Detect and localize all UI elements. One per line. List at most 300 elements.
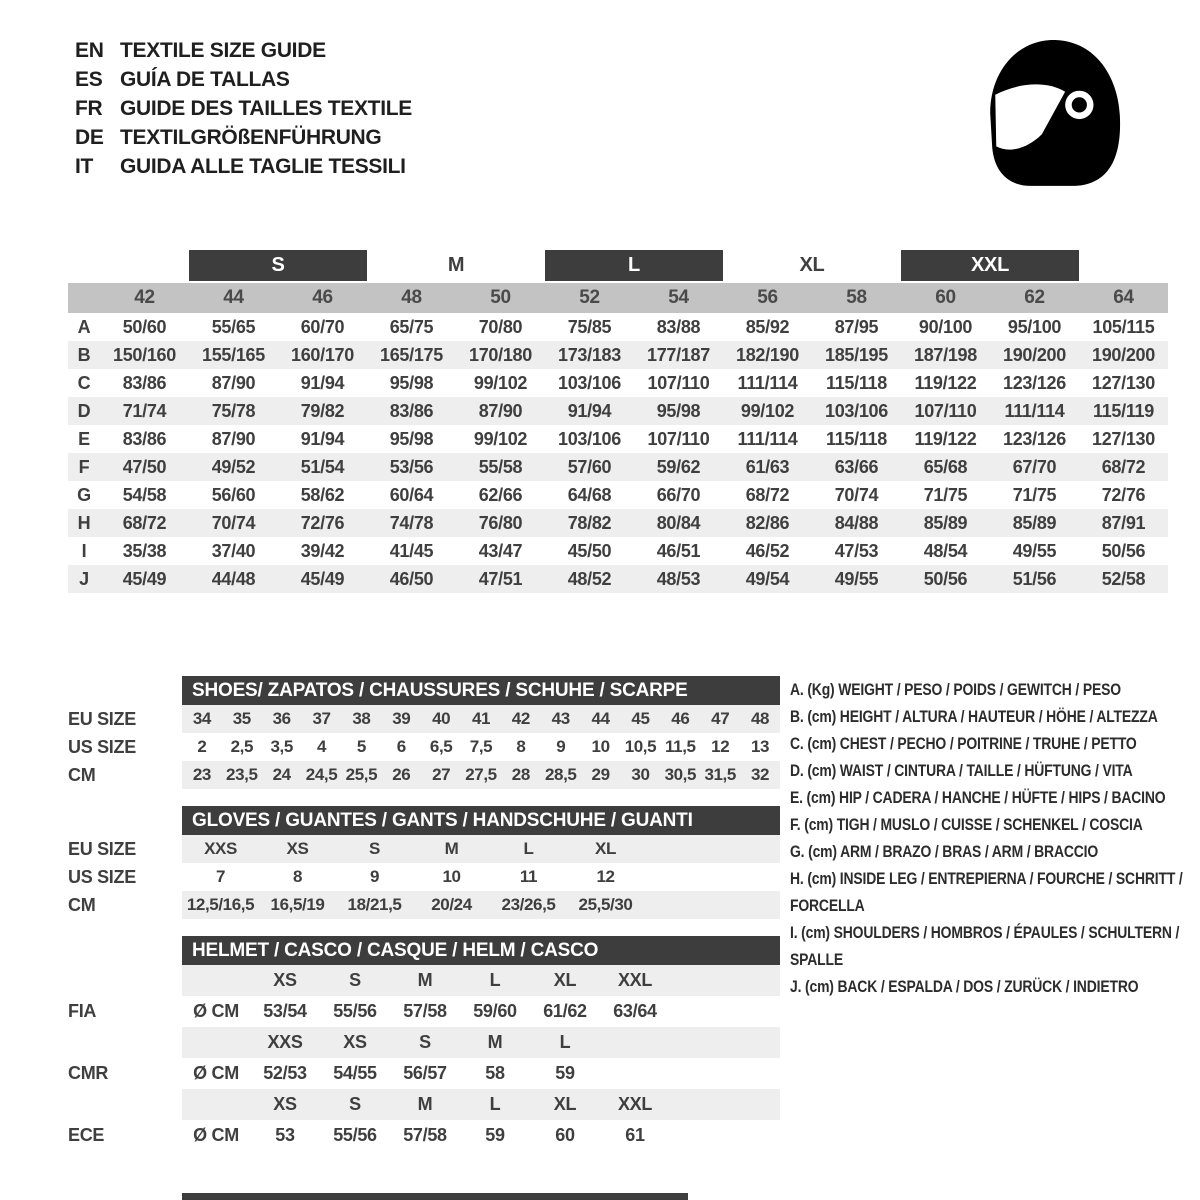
language-title-list [75, 36, 412, 181]
shoes-value-cell: 44 [591, 709, 610, 728]
measurement-value-cell: 107/110 [914, 400, 977, 421]
legend-item: D. (cm) WAIST / CINTURA / TAILLE / HÜFTUNG / VITA [790, 761, 1133, 780]
helmet-row [68, 1058, 780, 1089]
shoes-value-cell: 25,5 [345, 765, 378, 784]
measurement-row [68, 509, 1168, 537]
size-group-label: L [545, 250, 723, 281]
gloves-value-cell: 20/24 [431, 895, 472, 914]
size-group-label: S [189, 250, 367, 281]
shoes-value-cell: 31,5 [704, 765, 736, 784]
guide-title: TEXTILGRÖßENFÜHRUNG [120, 125, 382, 149]
measurement-value-cell: 65/75 [389, 316, 434, 337]
measurement-value-cell: 95/98 [656, 400, 701, 421]
measurement-value-cell: 47/50 [122, 456, 167, 477]
measurement-value-cell: 70/80 [478, 316, 523, 337]
gloves-value-cell: 9 [369, 867, 380, 886]
measurement-value-cell: 58/62 [300, 484, 345, 505]
language-row [75, 36, 412, 65]
shoes-value-cell: 37 [312, 709, 331, 728]
measurement-value-cell: 48/52 [567, 568, 612, 589]
helmet-value-cell: 54/55 [333, 1063, 377, 1083]
shoes-value-cell: 2 [197, 737, 207, 756]
gloves-value-cell: XL [595, 839, 616, 858]
helmet-value-cell: 58 [485, 1063, 505, 1083]
gloves-value-cell: 12 [596, 867, 615, 886]
measurement-value-cell: 48/53 [656, 568, 701, 589]
measurement-value-cell: 68/72 [122, 512, 167, 533]
shoes-value-cell: 39 [392, 709, 411, 728]
gloves-value-cell: 11 [519, 867, 538, 886]
measurement-value-cell: 170/180 [469, 344, 532, 365]
helmet-value-cell: 53 [275, 1125, 295, 1145]
measurement-value-cell: 190/200 [1092, 344, 1155, 365]
language-code: FR [75, 96, 103, 120]
row-letter: F [78, 456, 90, 477]
shoes-value-cell: 45 [631, 709, 650, 728]
helmet-standard-label: CMR [68, 1063, 109, 1083]
shoes-value-cell: 34 [192, 709, 211, 728]
measurement-value-cell: 78/82 [567, 512, 612, 533]
measurement-value-cell: 62/66 [478, 484, 523, 505]
helmet-value-cell: 55/56 [333, 1125, 377, 1145]
legend-item: A. (Kg) WEIGHT / PESO / POIDS / GEWITCH / PESO [790, 680, 1121, 699]
legend-item: F. (cm) TIGH / MUSLO / CUISSE / SCHENKEL / COSCIA [790, 815, 1143, 834]
measurement-value-cell: 68/72 [745, 484, 790, 505]
measurement-value-cell: 165/175 [380, 344, 443, 365]
numeric-size-label: 52 [579, 287, 600, 308]
shoes-value-cell: 5 [356, 737, 366, 756]
helmet-value-cell: 63/64 [613, 1001, 657, 1021]
size-group-label: XXL [901, 250, 1079, 281]
guide-title: GUIDE DES TAILLES TEXTILE [120, 96, 412, 120]
shoes-row-label: CM [68, 764, 96, 785]
numeric-size-label: 42 [134, 287, 155, 308]
shoes-value-cell: 29 [591, 765, 610, 784]
measurement-value-cell: 90/100 [918, 316, 973, 337]
measurement-value-cell: 190/200 [1003, 344, 1066, 365]
shoes-value-cell: 30 [631, 765, 650, 784]
helmet-value-cell: 61 [625, 1125, 645, 1145]
measurement-value-cell: 64/68 [567, 484, 612, 505]
measurement-value-cell: 70/74 [211, 512, 256, 533]
measurement-value-cell: 46/50 [389, 568, 434, 589]
numeric-size-label: 56 [757, 287, 778, 308]
row-letter: C [77, 372, 91, 393]
measurement-value-cell: 65/68 [923, 456, 968, 477]
shoes-value-cell: 9 [556, 737, 566, 756]
row-letter: H [77, 512, 91, 533]
shoes-value-cell: 32 [751, 765, 770, 784]
row-letter: G [77, 484, 91, 505]
gloves-value-cell: 12,5/16,5 [186, 895, 255, 914]
measurement-value-cell: 49/55 [1012, 540, 1057, 561]
measurement-value-cell: 47/51 [478, 568, 523, 589]
shoes-row-label: EU SIZE [68, 708, 136, 729]
measurement-value-cell: 49/52 [211, 456, 256, 477]
shoes-value-cell: 2,5 [230, 737, 253, 756]
shoes-value-cell: 10 [591, 737, 610, 756]
measurement-legend [790, 676, 1184, 1000]
numeric-size-header [68, 283, 1168, 313]
helmet-value-cell: 57/58 [403, 1125, 447, 1145]
measurement-value-cell: 111/114 [1004, 400, 1065, 421]
gloves-table [68, 835, 780, 919]
measurement-value-cell: 87/91 [1101, 512, 1146, 533]
measurement-value-cell: 55/58 [478, 456, 523, 477]
helmet-value-cell: 56/57 [403, 1063, 447, 1083]
legend-item: G. (cm) ARM / BRAZO / BRAS / ARM / BRACCIO [790, 842, 1099, 861]
helmet-value-cell: XL [553, 1094, 577, 1114]
measurement-value-cell: 103/106 [558, 428, 621, 449]
shoes-value-cell: 13 [751, 737, 770, 756]
measurement-value-cell: 45/49 [122, 568, 167, 589]
gloves-value-cell: 7 [215, 867, 226, 886]
measurement-value-cell: 46/52 [745, 540, 790, 561]
shoes-value-cell: 6,5 [429, 737, 453, 756]
gloves-value-cell: 16,5/19 [270, 895, 325, 914]
measurement-value-cell: 82/86 [745, 512, 790, 533]
shoes-value-cell: 4 [316, 737, 327, 756]
shoes-value-cell: 47 [711, 709, 730, 728]
row-letter: A [77, 316, 91, 337]
row-letter: I [81, 540, 87, 561]
guide-title: GUIDA ALLE TAGLIE TESSILI [120, 154, 406, 178]
measurement-value-cell: 91/94 [300, 428, 345, 449]
helmet-value-cell: M [417, 1094, 433, 1114]
measurement-value-cell: 91/94 [567, 400, 612, 421]
measurement-value-cell: 155/165 [202, 344, 265, 365]
gloves-value-cell: 10 [442, 867, 461, 886]
measurement-value-cell: 107/110 [647, 372, 710, 393]
shoes-value-cell: 26 [392, 765, 411, 784]
apparel-size-table [68, 250, 1168, 593]
gloves-section-header: GLOVES / GUANTES / GANTS / HANDSCHUHE / GUANTI [182, 806, 780, 835]
measurement-value-cell: 87/95 [834, 316, 879, 337]
measurement-value-cell: 72/76 [300, 512, 345, 533]
measurement-row [68, 369, 1168, 397]
helmet-value-cell: S [349, 1094, 361, 1114]
helmet-value-cell: M [417, 970, 433, 990]
measurement-value-cell: 80/84 [656, 512, 701, 533]
language-code: IT [75, 154, 94, 178]
gloves-row [68, 835, 780, 863]
helmet-value-cell: 55/56 [333, 1001, 377, 1021]
shoes-value-cell: 30,5 [664, 765, 697, 784]
measurement-value-cell: 83/86 [389, 400, 434, 421]
row-letter: E [78, 428, 90, 449]
shoes-section-header: SHOES/ ZAPATOS / CHAUSSURES / SCHUHE / SCARPE [182, 676, 780, 705]
helmet-value-cell: S [419, 1032, 431, 1052]
helmet-value-cell: 59/60 [473, 1001, 517, 1021]
gloves-value-cell: L [523, 839, 534, 858]
measurement-value-cell: 187/198 [914, 344, 977, 365]
measurement-value-cell: 127/130 [1092, 428, 1155, 449]
measurement-value-cell: 127/130 [1092, 372, 1155, 393]
legend-item: H. (cm) INSIDE LEG / ENTREPIERNA / FOURCHE / SCHRITT / FORCELLA [790, 869, 1183, 915]
shoes-value-cell: 11,5 [665, 737, 696, 756]
measurement-value-cell: 85/92 [745, 316, 790, 337]
measurement-value-cell: 83/86 [122, 372, 167, 393]
helmet-table [68, 965, 780, 1151]
measurement-value-cell: 76/80 [478, 512, 523, 533]
measurement-value-cell: 50/56 [1101, 540, 1146, 561]
measurement-value-cell: 107/110 [647, 428, 710, 449]
helmet-unit-label: Ø CM [193, 1125, 239, 1145]
measurement-value-cell: 52/58 [1101, 568, 1146, 589]
measurement-value-cell: 85/89 [1012, 512, 1057, 533]
language-row [75, 123, 412, 152]
measurement-value-cell: 60/70 [300, 316, 345, 337]
language-code: DE [75, 125, 104, 149]
helmet-unit-label: Ø CM [193, 1001, 239, 1021]
legend-item: I. (cm) SHOULDERS / HOMBROS / ÉPAULES / SCHULTERN / SPALLE [790, 923, 1180, 969]
helmet-standard-label: FIA [68, 1001, 97, 1021]
measurement-value-cell: 83/88 [656, 316, 701, 337]
measurement-row [68, 341, 1168, 369]
helmet-value-cell: 57/58 [403, 1001, 447, 1021]
row-letter: J [79, 568, 89, 589]
legend-item: E. (cm) HIP / CADERA / HANCHE / HÜFTE / HIPS / BACINO [790, 788, 1166, 807]
measurement-value-cell: 51/54 [300, 456, 345, 477]
shoes-value-cell: 28,5 [544, 765, 577, 784]
gloves-value-cell: 18/21,5 [347, 895, 402, 914]
shoes-row-label: US SIZE [68, 736, 136, 757]
measurement-value-cell: 54/58 [122, 484, 167, 505]
legend-item: C. (cm) CHEST / PECHO / POITRINE / TRUHE / PETTO [790, 734, 1137, 753]
measurement-value-cell: 115/118 [826, 428, 887, 449]
gloves-value-cell: 25,5/30 [578, 895, 633, 914]
gloves-value-cell: 23/26,5 [501, 895, 556, 914]
measurement-value-cell: 99/102 [473, 428, 528, 449]
language-row [75, 65, 412, 94]
measurement-value-cell: 50/56 [923, 568, 968, 589]
helmet-standard-label: ECE [68, 1125, 105, 1145]
shoes-value-cell: 6 [396, 737, 406, 756]
measurement-row [68, 313, 1168, 341]
helmet-value-cell: L [559, 1032, 571, 1052]
shoes-value-cell: 38 [352, 709, 371, 728]
section-gap [68, 919, 780, 936]
helmet-value-cell: XXS [267, 1032, 303, 1052]
language-row [75, 94, 412, 123]
helmet-row [68, 1027, 780, 1058]
measurement-value-cell: 177/187 [647, 344, 710, 365]
gloves-value-cell: M [444, 839, 459, 858]
gloves-value-cell: 8 [292, 867, 303, 886]
shoes-table [68, 705, 780, 789]
helmet-value-cell: XXL [617, 970, 653, 990]
measurement-row [68, 397, 1168, 425]
numeric-size-label: 44 [223, 287, 244, 308]
measurement-value-cell: 43/47 [478, 540, 523, 561]
shoes-row [68, 761, 780, 789]
measurement-value-cell: 95/98 [389, 428, 434, 449]
measurement-value-cell: 160/170 [291, 344, 354, 365]
measurement-value-cell: 49/54 [745, 568, 790, 589]
measurement-value-cell: 182/190 [736, 344, 799, 365]
measurement-value-cell: 61/63 [745, 456, 790, 477]
numeric-size-label: 54 [668, 287, 689, 308]
helmet-value-cell: 53/54 [263, 1001, 307, 1021]
helmet-row [68, 1089, 780, 1120]
measurement-value-cell: 79/82 [300, 400, 345, 421]
measurement-value-cell: 46/51 [656, 540, 701, 561]
numeric-size-label: 50 [490, 287, 511, 308]
measurement-row [68, 425, 1168, 453]
shoes-row [68, 733, 780, 761]
measurement-value-cell: 74/78 [389, 512, 434, 533]
helmet-row [68, 965, 780, 996]
gloves-value-cell: S [369, 839, 380, 858]
measurement-value-cell: 35/38 [122, 540, 167, 561]
guide-title: GUÍA DE TALLAS [120, 67, 290, 91]
section-gap [68, 789, 780, 806]
gloves-row [68, 863, 780, 891]
numeric-size-label: 48 [401, 287, 422, 308]
numeric-size-label: 58 [846, 287, 867, 308]
measurement-value-cell: 84/88 [834, 512, 879, 533]
measurement-value-cell: 115/118 [826, 372, 887, 393]
measurement-value-cell: 39/42 [300, 540, 345, 561]
measurement-value-cell: 83/86 [122, 428, 167, 449]
accessory-size-tables [68, 676, 780, 1151]
shoes-value-cell: 35 [232, 709, 251, 728]
measurement-value-cell: 53/56 [389, 456, 434, 477]
measurement-value-cell: 150/160 [113, 344, 176, 365]
measurement-value-cell: 72/76 [1101, 484, 1146, 505]
measurement-value-cell: 119/122 [914, 428, 977, 449]
measurement-value-cell: 37/40 [211, 540, 256, 561]
measurement-value-cell: 95/100 [1007, 316, 1062, 337]
helmet-unit-label: Ø CM [193, 1063, 239, 1083]
language-code: EN [75, 38, 104, 62]
shoes-value-cell: 23 [192, 765, 211, 784]
measurement-value-cell: 41/45 [389, 540, 434, 561]
gloves-row [68, 891, 780, 919]
gloves-value-cell: XS [286, 839, 309, 858]
measurement-value-cell: 59/62 [656, 456, 701, 477]
numeric-size-label: 62 [1024, 287, 1045, 308]
language-code: ES [75, 67, 103, 91]
measurement-value-cell: 45/49 [300, 568, 345, 589]
gloves-row-label: US SIZE [68, 866, 136, 887]
size-group-label: XL [799, 254, 825, 276]
measurement-value-cell: 51/56 [1012, 568, 1057, 589]
measurement-row [68, 537, 1168, 565]
shoes-value-cell: 40 [432, 709, 451, 728]
cropped-section-bar [182, 1193, 688, 1200]
shoes-value-cell: 36 [272, 709, 291, 728]
shoes-value-cell: 28 [511, 765, 530, 784]
racing-helmet-icon [978, 34, 1130, 192]
measurement-value-cell: 95/98 [389, 372, 434, 393]
measurement-value-cell: 85/89 [923, 512, 968, 533]
size-group-row [68, 250, 1168, 283]
shoes-value-cell: 10,5 [624, 737, 657, 756]
numeric-size-label: 46 [312, 287, 333, 308]
helmet-row [68, 1120, 780, 1151]
helmet-value-cell: 60 [555, 1125, 575, 1145]
measurement-value-cell: 87/90 [478, 400, 523, 421]
shoes-value-cell: 7,5 [469, 737, 493, 756]
helmet-value-cell: L [489, 970, 501, 990]
measurement-value-cell: 111/114 [737, 428, 798, 449]
measurement-value-cell: 67/70 [1012, 456, 1057, 477]
row-letter: B [77, 344, 91, 365]
shoes-value-cell: 3,5 [270, 737, 293, 756]
shoes-value-cell: 8 [516, 737, 526, 756]
measurement-value-cell: 63/66 [834, 456, 879, 477]
helmet-section-header: HELMET / CASCO / CASQUE / HELM / CASCO [182, 936, 780, 965]
measurement-value-cell: 103/106 [825, 400, 888, 421]
measurement-value-cell: 70/74 [834, 484, 879, 505]
helmet-value-cell: 61/62 [543, 1001, 587, 1021]
shoes-value-cell: 23,5 [226, 765, 258, 784]
numeric-size-label: 64 [1113, 287, 1134, 308]
measurement-value-cell: 50/60 [122, 316, 167, 337]
shoes-value-cell: 24 [272, 765, 291, 784]
measurement-value-cell: 75/78 [211, 400, 256, 421]
shoes-value-cell: 24,5 [305, 765, 338, 784]
numeric-size-label: 60 [935, 287, 956, 308]
shoes-value-cell: 27 [432, 765, 451, 784]
measurement-value-cell: 87/90 [211, 372, 256, 393]
shoes-value-cell: 12 [711, 737, 730, 756]
measurement-value-cell: 57/60 [567, 456, 612, 477]
measurement-value-cell: 60/64 [389, 484, 434, 505]
helmet-row [68, 996, 780, 1027]
measurement-value-cell: 49/55 [834, 568, 879, 589]
measurement-value-cell: 123/126 [1003, 372, 1066, 393]
shoes-value-cell: 27,5 [465, 765, 497, 784]
helmet-value-cell: M [487, 1032, 503, 1052]
measurement-value-cell: 47/53 [834, 540, 879, 561]
measurement-value-cell: 115/119 [1093, 400, 1154, 421]
helmet-value-cell: 59 [555, 1063, 575, 1083]
measurement-value-cell: 99/102 [473, 372, 528, 393]
shoes-value-cell: 48 [751, 709, 770, 728]
measurement-row [68, 481, 1168, 509]
measurement-value-cell: 71/75 [923, 484, 968, 505]
measurement-value-cell: 68/72 [1101, 456, 1146, 477]
size-group-label: M [447, 254, 465, 276]
helmet-value-cell: XS [343, 1032, 367, 1052]
helmet-value-cell: XXL [617, 1094, 653, 1114]
measurement-row [68, 565, 1168, 593]
helmet-value-cell: 59 [485, 1125, 505, 1145]
shoes-value-cell: 46 [671, 709, 690, 728]
legend-item: B. (cm) HEIGHT / ALTURA / HAUTEUR / HÖHE / ALTEZZA [790, 707, 1158, 726]
measurement-value-cell: 105/115 [1092, 316, 1155, 337]
measurement-row [68, 453, 1168, 481]
shoes-value-cell: 41 [471, 709, 491, 728]
measurement-value-cell: 119/122 [914, 372, 977, 393]
measurement-value-cell: 123/126 [1003, 428, 1066, 449]
helmet-value-cell: L [489, 1094, 501, 1114]
measurement-value-cell: 103/106 [558, 372, 621, 393]
measurement-value-cell: 185/195 [825, 344, 888, 365]
gloves-row-label: EU SIZE [68, 838, 136, 859]
measurement-value-cell: 71/75 [1012, 484, 1057, 505]
language-row [75, 152, 412, 181]
measurement-value-cell: 66/70 [656, 484, 701, 505]
measurement-value-cell: 55/65 [211, 316, 256, 337]
measurement-value-cell: 111/114 [737, 372, 798, 393]
guide-title: TEXTILE SIZE GUIDE [120, 38, 326, 62]
measurement-value-cell: 56/60 [211, 484, 256, 505]
measurement-value-cell: 87/90 [211, 428, 256, 449]
measurement-value-cell: 75/85 [567, 316, 612, 337]
